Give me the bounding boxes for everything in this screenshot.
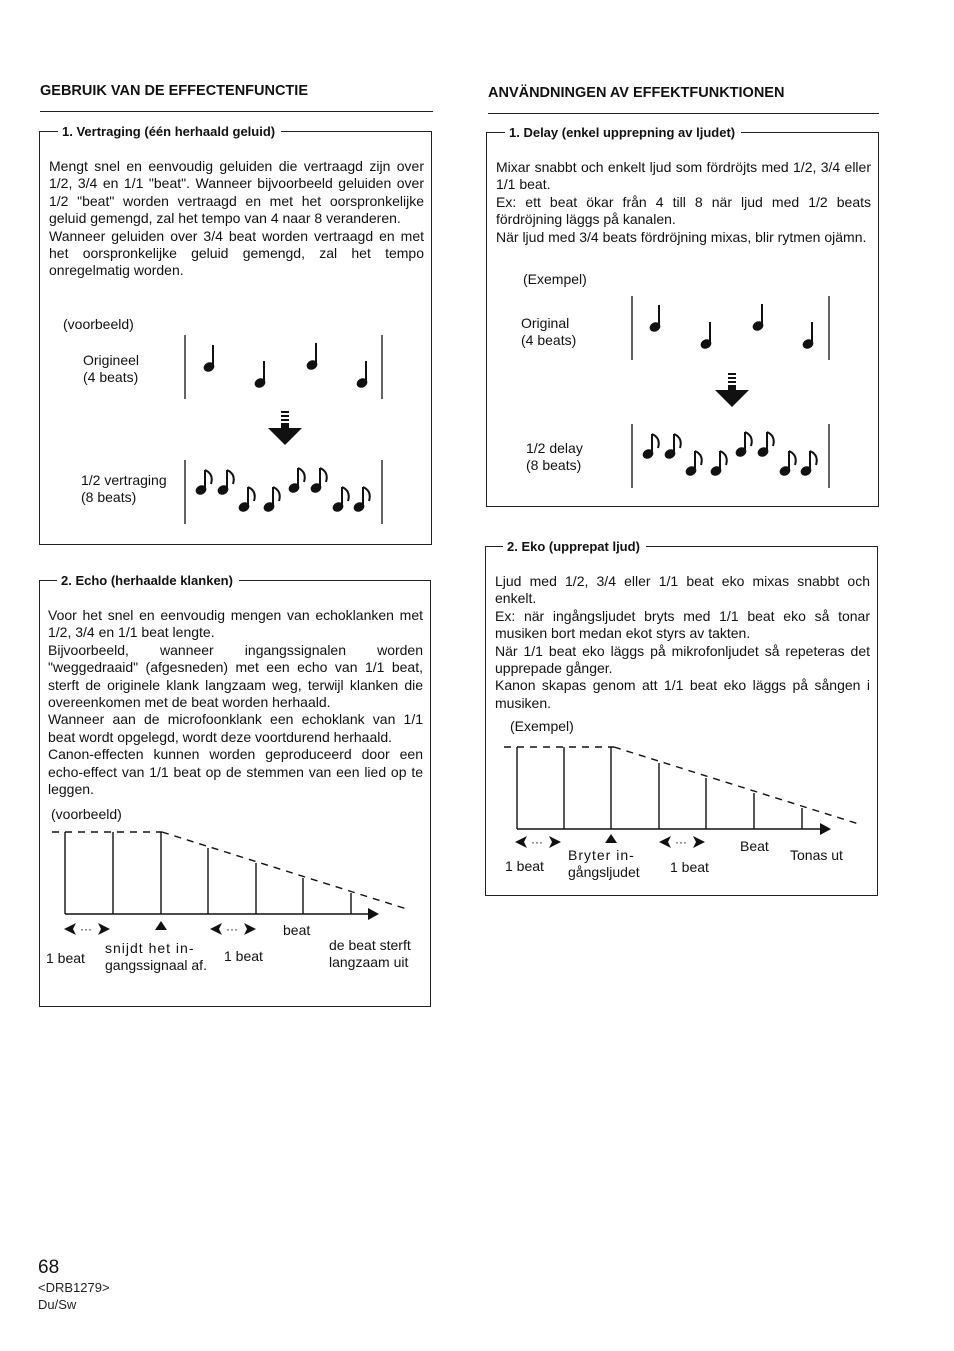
paragraph: Ex: ett beat ökar från 4 till 8 när ljud med 1/2 beats fördröjning läggs på kanalen. bbox=[496, 193, 871, 228]
right-echo-example-label: (Exempel) bbox=[510, 718, 574, 734]
left-echo-beat: beat bbox=[283, 922, 311, 938]
left-echo-1beat-a: 1 beat bbox=[46, 950, 85, 966]
left-echo-fade: de beat sterft langzaam uit bbox=[329, 937, 411, 970]
svg-text:···: ··· bbox=[531, 835, 543, 849]
left-echo-arrows bbox=[62, 920, 272, 940]
right-delay-label: 1/2 delay (8 beats) bbox=[526, 440, 583, 473]
right-section2-text bbox=[495, 573, 870, 712]
paragraph: Ljud med 1/2, 3/4 eller 1/1 beat eko mixas snabbt och enkelt. bbox=[495, 573, 870, 607]
right-down-arrow-icon bbox=[713, 372, 751, 410]
svg-text:···: ··· bbox=[80, 922, 92, 936]
right-original-label: Original (4 beats) bbox=[521, 315, 577, 348]
right-section1-title: 1. Delay (enkel upprepning av ljudet) bbox=[505, 125, 741, 140]
paragraph: Bijvoorbeeld, wanneer ingangssignalen worden "weggedraaid" (afgesneden) met een echo van 1/1 beat, sterft de originele klank langzaam weg, terwijl klanken die overeenkomen met de beat worden herhaald. bbox=[48, 641, 423, 711]
left-section2-title: 2. Echo (herhaalde klanken) bbox=[57, 573, 239, 588]
left-section1-text bbox=[49, 158, 424, 280]
paragraph: När 1/1 beat eko läggs på mikrofonljudet så repeteras det upprepade gånger. bbox=[495, 642, 870, 677]
right-echo-beat: Beat bbox=[740, 838, 769, 854]
paragraph: Mixar snabbt och enkelt ljud som fördröjts med 1/2, 3/4 eller 1/1 beat. bbox=[496, 159, 871, 193]
right-echo-1beat-b: 1 beat bbox=[670, 859, 709, 875]
language-code: Du/Sw bbox=[38, 1297, 77, 1312]
paragraph: Mengt snel en eenvoudig geluiden die vertraagd zijn over 1/2, 3/4 en 1/1 "beat". Wanneer bijvoorbeeld geluiden over 1/2 "beat" worden vertraagd en met het oorspronkelijke geluid gemengd, zal het tempo van 4 naar 8 veranderen. bbox=[49, 158, 424, 227]
right-section2-title: 2. Eko (upprepat ljud) bbox=[503, 539, 646, 554]
page-number: 68 bbox=[38, 1257, 60, 1278]
right-heading: ANVÄNDNINGEN AV EFFEKTFUNKTIONEN bbox=[488, 85, 785, 101]
right-quarter-notes bbox=[630, 296, 835, 362]
right-echo-fade: Tonas ut bbox=[790, 847, 843, 863]
paragraph: Ex: när ingångsljudet bryts med 1/1 beat eko så tonar musiken bort medan ekot styrs av takten. bbox=[495, 607, 870, 642]
left-heading: GEBRUIK VAN DE EFFECTENFUNCTIE bbox=[40, 83, 308, 99]
paragraph: Kanon skapas genom att 1/1 beat eko läggs på sången i musiken. bbox=[495, 677, 870, 711]
right-echo-cut: Bryter in- gångsljudet bbox=[568, 847, 640, 880]
left-heading-rule bbox=[40, 111, 433, 112]
right-section1-text bbox=[496, 159, 871, 246]
right-example-label: (Exempel) bbox=[523, 271, 587, 287]
left-echo-example-label: (voorbeeld) bbox=[51, 806, 122, 822]
doc-code: <DRB1279> bbox=[38, 1280, 110, 1295]
left-original-label: Origineel (4 beats) bbox=[83, 352, 140, 385]
svg-text:···: ··· bbox=[226, 922, 238, 936]
paragraph: När ljud med 3/4 beats fördröjning mixas, blir rytmen ojämn. bbox=[496, 228, 867, 245]
right-heading-rule bbox=[488, 113, 879, 114]
left-section1-title: 1. Vertraging (één herhaald geluid) bbox=[58, 124, 281, 139]
right-eighth-notes bbox=[630, 424, 835, 490]
left-echo-cut: snijdt het in- gangssignaal af. bbox=[105, 940, 207, 973]
svg-text:···: ··· bbox=[675, 835, 687, 849]
paragraph: Voor het snel en eenvoudig mengen van echoklanken met 1/2, 3/4 en 1/1 beat lengte. bbox=[48, 607, 423, 641]
left-section2-text bbox=[48, 607, 423, 798]
paragraph: Wanneer geluiden over 3/4 beat worden vertraagd en met het oorspronkelijke geluid gemengd, zal het tempo onregelmatig worden. bbox=[49, 227, 424, 279]
right-echo-1beat-a: 1 beat bbox=[505, 858, 544, 874]
left-down-arrow-icon bbox=[266, 410, 304, 448]
paragraph: Canon-effecten kunnen worden geproduceerd door een echo-effect van 1/1 beat op de stemmen van een lied op te leggen. bbox=[48, 746, 423, 798]
left-echo-1beat-b: 1 beat bbox=[224, 948, 263, 964]
paragraph: Wanneer aan de microfoonklank een echoklank van 1/1 beat wordt opgelegd, wordt deze voortdurend herhaald. bbox=[48, 711, 423, 745]
left-delay-label: 1/2 vertraging (8 beats) bbox=[81, 472, 167, 505]
left-example-label: (voorbeeld) bbox=[63, 316, 134, 332]
left-eighth-notes bbox=[183, 460, 388, 526]
left-quarter-notes bbox=[183, 335, 388, 401]
